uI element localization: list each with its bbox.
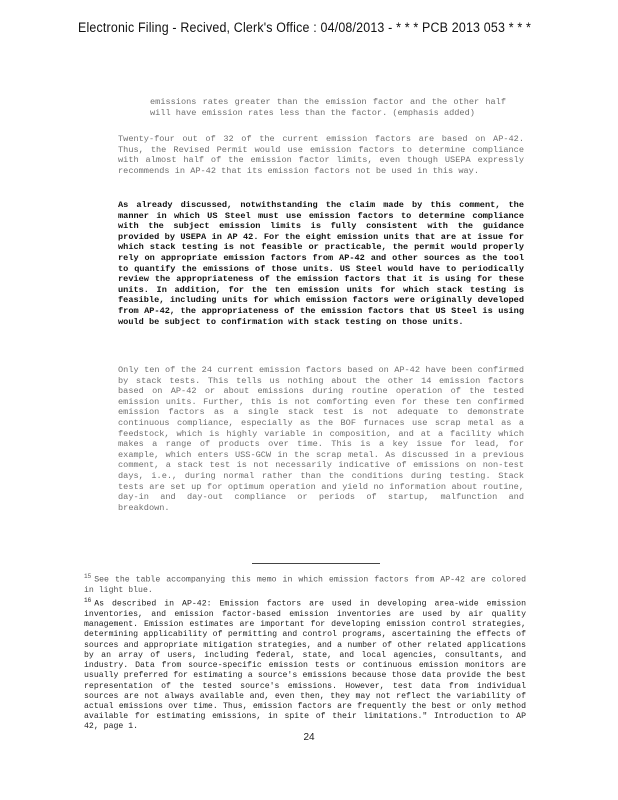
footnote-divider [252, 563, 380, 564]
paragraph-comment-ap42-count: Twenty-four out of 32 of the current emission factors are based on AP-42. Thus, the Revised Permit would use emission factors to determine compliance with almost half of the emission factor limits, even though USEPA expressly recommends in AP-42 that its emission factors not be used in this way. [118, 134, 524, 176]
footnote-text: See the table accompanying this memo in which emission factors from AP-42 are colored in light blue. [84, 575, 526, 595]
footnote-15 [84, 572, 526, 596]
page-number: 24 [303, 732, 315, 743]
footnote-number: 15 [84, 573, 92, 580]
quoted-passage: emissions rates greater than the emission factor and the other half will have emission rates less than the factor. (emphasis added) [150, 97, 506, 118]
footnote-16 [84, 596, 526, 732]
filing-stamp-header: Electronic Filing - Recived, Clerk's Office : 04/08/2013 - * * * PCB 2013 053 * * * [78, 20, 532, 35]
footnote-text: As described in AP-42: Emission factors are used in developing area-wide emission inventories, and emission factor-based emission inventories are used by air quality management. Emission estimates are important for developing emission control strategies, determining applicability of permitting and control programs, ascertaining the effects of sources and appropriate mitigation strategies, and a number of other related applications by an array of users, including federal, state, and local agencies, consultants, and industry. Data from source-specific emission tests or continuous emission monitors are usually preferred for estimating a source's emissions because those data provide the best representation of the tested source's emissions. However, test data from individual sources are not always available and, even then, they may not reflect the variability of actual emissions over time. Thus, emission factors are frequently the best or only method available for estimating emissions, in spite of their limitations." Introduction to AP 42, page 1. [84, 599, 526, 732]
footnote-number: 16 [84, 597, 92, 605]
footnotes [84, 572, 526, 733]
paragraph-comment-stack-tests: Only ten of the 24 current emission factors based on AP-42 have been confirmed by stack tests. This tells us nothing about the other 14 emission factors based on AP-42 or about emissions during routine operation of the tested emission units. Further, this is not comforting even for these ten confirmed emission factors as a single stack test is not adequate to demonstrate continuous compliance, especially as the BOF furnaces use scrap metal as a feedstock, which is highly variable in composition, and at a facility which makes a range of products over time. This is a key issue for lead, for example, which enters USS-GCW in the scrap metal. As discussed in a previous comment, a stack test is not necessarily indicative of emissions on non-test days, i.e., during normal rather than the conditions during testing. Stack tests are set up for optimum operation and yield no information about routine, day-in and day-out compliance or periods of startup, malfunction and breakdown. [118, 365, 524, 513]
paragraph-response: As already discussed, notwithstanding the claim made by this comment, the manner in which US Steel must use emission factors to determine compliance with the subject emission limits is fully consistent with the guidance provided by USEPA in AP 42. For the eight emission units that are at issue for which stack testing is not feasible or practicable, the permit would properly rely on appropriate emission factors from AP-42 and other sources as the tool to quantify the emissions of those units. US Steel would have to periodically review the appropriateness of the emission factors that it is using for these units. In addition, for the ten emission units for which stack testing is feasible, including units for which emission factors were originally developed from AP-42, the appropriateness of the emission factors that US Steel is using would be subject to confirmation with stack testing on those units. [118, 200, 524, 327]
